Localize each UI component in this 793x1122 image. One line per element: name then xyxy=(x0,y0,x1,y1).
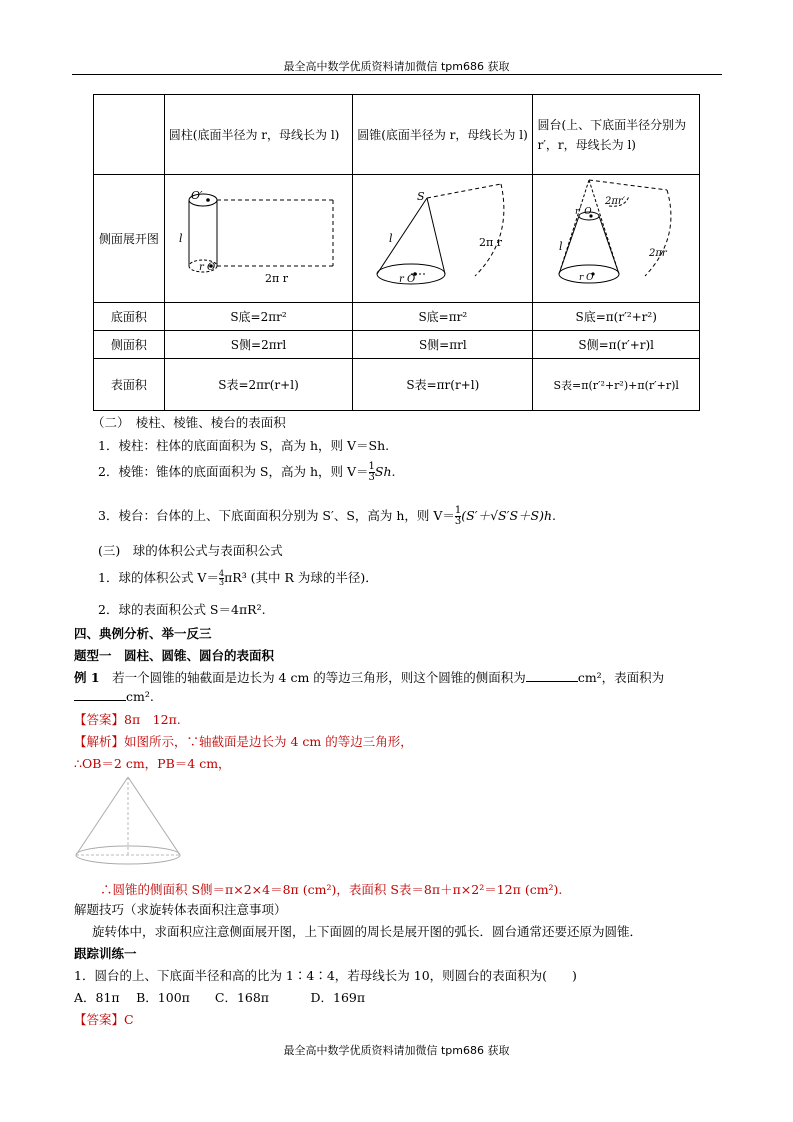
example-1-line2: cm². xyxy=(74,688,154,704)
svg-text:r O: r O xyxy=(579,273,594,283)
cell-bottom-cylinder: S底=2πr² xyxy=(164,303,352,331)
answer-1: 【答案】8π 12π. xyxy=(74,712,181,727)
question-1-options: A．81π B．100π C．168π D．169π xyxy=(74,990,366,1005)
svg-text:l: l xyxy=(559,240,563,253)
svg-text:l: l xyxy=(388,232,393,245)
cone-net-figure xyxy=(353,175,533,303)
solution-1-line1: 【解析】如图所示，∵轴截面是边长为 4 cm 的等边三角形， xyxy=(74,734,413,749)
svg-text:r′ O: r′ O xyxy=(575,207,592,217)
col-cone-header: 圆锥(底面半径为 r，母线长为 l) xyxy=(353,95,533,175)
cell-surface-frustum: S表=π(r′²+r²)+π(r′+r)l xyxy=(533,359,700,411)
row-label-surface: 表面积 xyxy=(94,359,165,411)
question-1: 1．圆台的上、下底面半径和高的比为 1∶4∶4，若母线长为 10，则圆台的表面积为( ) xyxy=(74,968,577,983)
training-title: 跟踪训练一 xyxy=(74,946,137,961)
svg-text:r O: r O xyxy=(398,274,415,285)
svg-text:l: l xyxy=(179,232,184,245)
cell-side-frustum: S侧=π(r′+r)l xyxy=(533,331,700,359)
cone-net-svg xyxy=(363,178,523,296)
svg-text:S: S xyxy=(416,190,425,203)
solution-1-line2: ∴OB＝2 cm，PB＝4 cm， xyxy=(74,756,231,771)
svg-text:r O: r O xyxy=(199,262,216,273)
answer-blank-2 xyxy=(74,688,126,701)
topic-1-title: 题型一 圆柱、圆锥、圆台的表面积 xyxy=(74,648,275,663)
cell-side-cylinder: S侧=2πrl xyxy=(164,331,352,359)
tip-body: 旋转体中，求面积应注意侧面展开图，上下面圆的周长是展开图的弧长．圆台通常还要还原为圆锥． xyxy=(92,924,643,939)
svg-text:2π r: 2π r xyxy=(265,272,289,285)
formula-table xyxy=(93,94,700,411)
row-label-side: 侧面积 xyxy=(94,331,165,359)
cell-bottom-cone: S底=πr² xyxy=(353,303,533,331)
formula-sphere-area: 2．球的表面积公式 S＝4πR². xyxy=(98,602,266,617)
header-rule xyxy=(72,74,722,75)
formula-frustum: 3．棱台：台体的上、下底面面积分别为 S′、S，高为 h，则 V＝ $\frac{1}{3}$ (S′＋√S′S＋S)h. xyxy=(98,505,556,527)
cone-axial-section-figure xyxy=(72,775,184,869)
cylinder-net-svg xyxy=(173,178,343,296)
formula-pyramid: 2．棱锥：锥体的底面面积为 S，高为 h，则 V＝ $\frac{1}{3}$ Sh. xyxy=(98,461,396,483)
section-2-title: （二） 棱柱、棱锥、棱台的表面积 xyxy=(92,415,286,430)
frustum-net-figure xyxy=(533,175,700,303)
row-label-bottom: 底面积 xyxy=(94,303,165,331)
page-header: 最全高中数学优质资料请加微信 tpm686 获取 xyxy=(283,60,510,73)
page-footer: 最全高中数学优质资料请加微信 tpm686 获取 xyxy=(283,1044,510,1057)
cylinder-net-figure xyxy=(164,175,352,303)
row-label-net: 侧面展开图 xyxy=(94,175,165,303)
answer-blank-1 xyxy=(526,669,578,682)
cell-surface-cone: S表=πr(r+l) xyxy=(353,359,533,411)
solution-1-line3: ∴圆锥的侧面积 S侧＝π×2×4＝8π (cm²)，表面积 S表＝8π＋π×2²＝12π (cm²). xyxy=(100,882,563,897)
col-cylinder-header: 圆柱(底面半径为 r，母线长为 l) xyxy=(164,95,352,175)
section-4-title: 四、典例分析、举一反三 xyxy=(74,626,212,641)
svg-text:2π r: 2π r xyxy=(478,236,502,249)
frustum-net-svg xyxy=(541,178,691,296)
section-3-title: (三) 球的体积公式与表面积公式 xyxy=(98,543,283,558)
svg-text:O′: O′ xyxy=(191,189,203,202)
svg-text:2πr: 2πr xyxy=(649,248,667,259)
tip-title: 解题技巧（求旋转体表面积注意事项） xyxy=(74,902,287,917)
svg-text:2πr′: 2πr′ xyxy=(605,196,626,207)
col-frustum-header: 圆台(上、下底面半径分别为 r′，r，母线长为 l) xyxy=(533,95,700,175)
formula-prism: 1．棱柱：柱体的底面面积为 S，高为 h，则 V＝Sh. xyxy=(98,438,390,453)
cell-bottom-frustum: S底=π(r′²+r²) xyxy=(533,303,700,331)
formula-sphere-volume: 1．球的体积公式 V＝ $\frac{4}{3}$ πR³ (其中 R 为球的半径)． xyxy=(98,569,378,587)
table-corner xyxy=(94,95,165,175)
cell-side-cone: S侧=πrl xyxy=(353,331,533,359)
example-1-line1: 例 1 若一个圆锥的轴截面是边长为 4 cm 的等边三角形，则这个圆锥的侧面积为 cm²，表面积为 xyxy=(74,670,665,685)
cell-surface-cylinder: S表=2πr(r+l) xyxy=(164,359,352,411)
answer-2: 【答案】C xyxy=(74,1012,134,1027)
